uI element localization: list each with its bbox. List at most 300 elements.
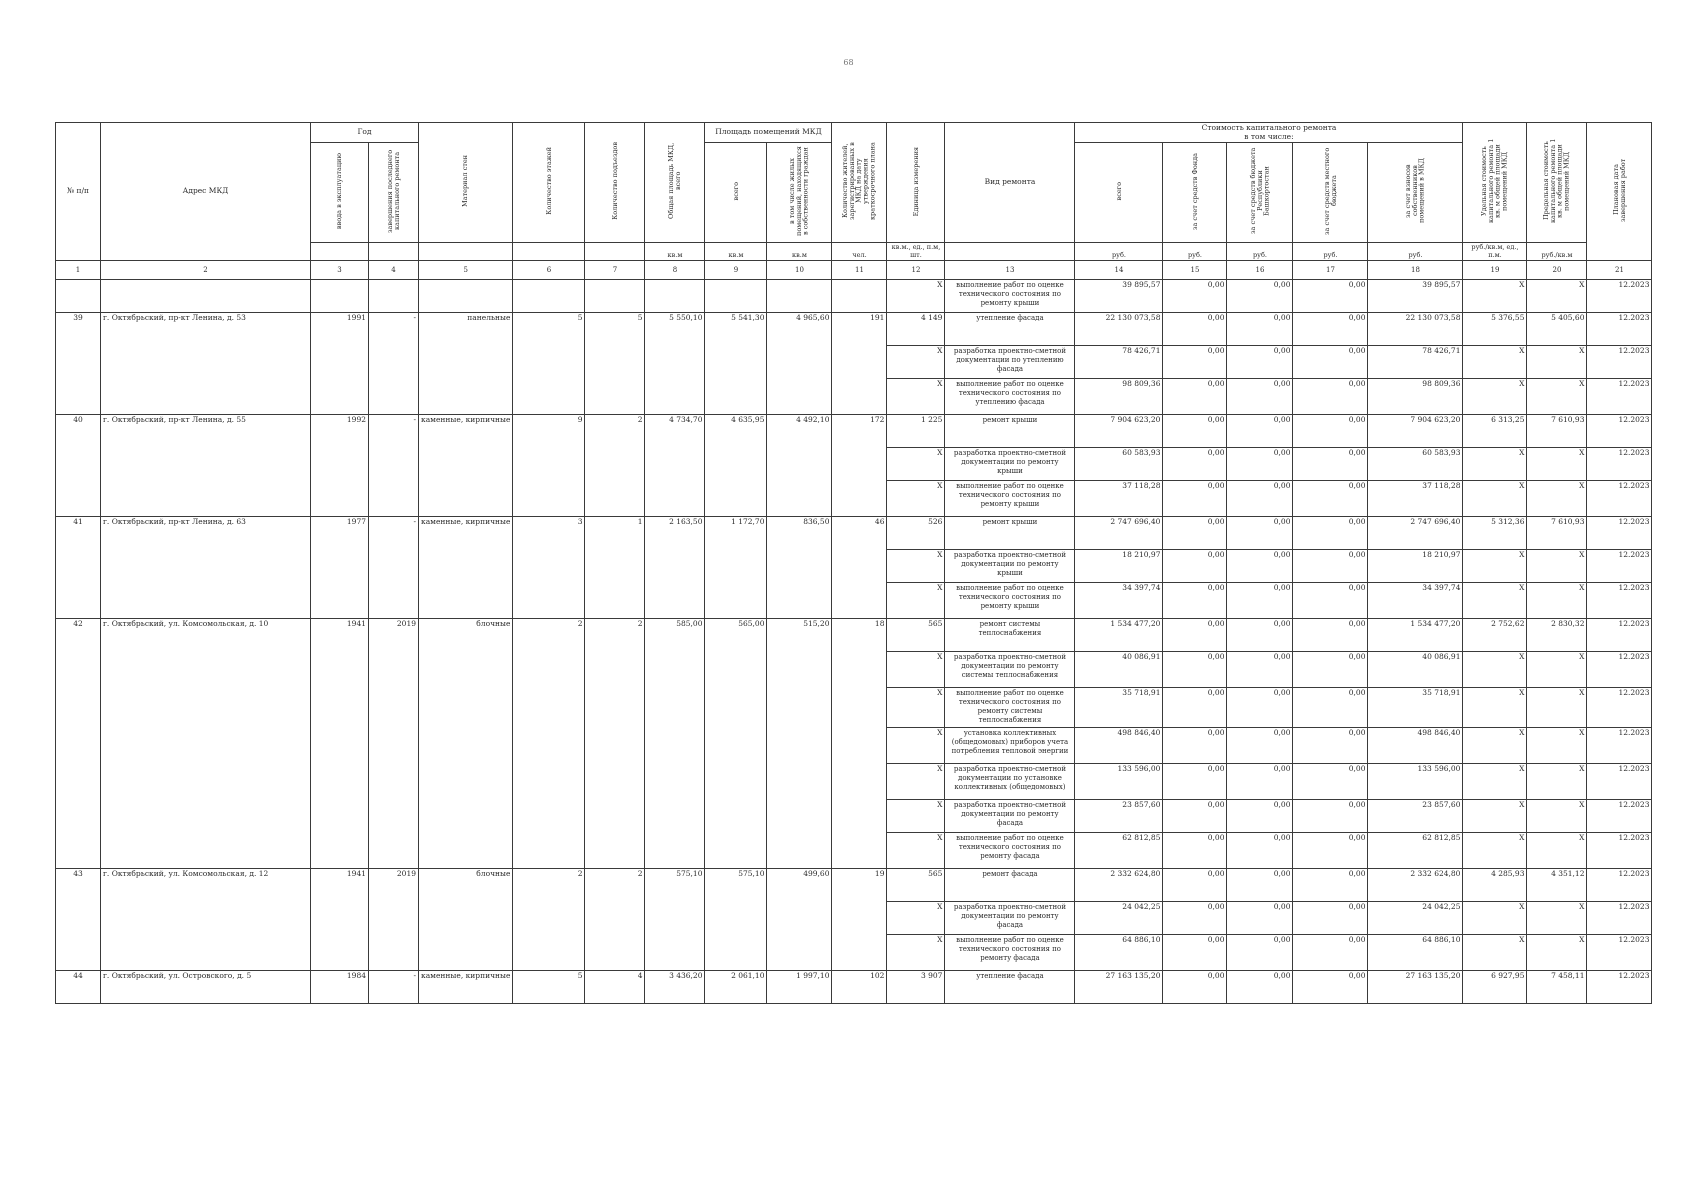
cost-local-cell: 0,00 [1293,901,1368,934]
cost-total-cell: 24 042,25 [1075,901,1163,934]
table-body [56,261,1652,1003]
max-cost-cell: 5 405,60 [1527,313,1587,346]
work-type-cell: разработка проектно-сметной документации по ремонту крыши [945,448,1075,481]
work-type-cell: выполнение работ по оценке технического состояния по ремонту фасада [945,934,1075,970]
cost-local-cell: 0,00 [1293,346,1368,379]
building-address: г. Октябрьский, ул. Островского, д. 5 [101,970,311,1003]
unit-cost-owners: руб. [1368,243,1463,261]
work-type-cell: ремонт фасада [945,868,1075,901]
unit-cost-local: руб. [1293,243,1368,261]
empty-cell [705,280,767,313]
column-number: 18 [1368,261,1463,280]
max-cost-cell: 7 610,93 [1527,415,1587,448]
cost-total-cell: 62 812,85 [1075,832,1163,868]
cost-fund-cell: 0,00 [1163,583,1227,619]
column-number: 6 [513,261,585,280]
header-work-type: Вид ремонта [945,123,1075,243]
building-residents: 46 [832,517,887,619]
unit-cell [945,243,1075,261]
cost-regional-cell: 0,00 [1227,901,1293,934]
building-entrances: 2 [585,868,645,970]
max-cost-cell: X [1527,481,1587,517]
work-volume-cell: X [887,934,945,970]
work-volume-cell: 565 [887,619,945,652]
deadline-cell: 12.2023 [1587,550,1652,583]
header-year-commission: ввода в эксплуатацию [311,143,369,243]
work-type-cell: выполнение работ по оценке технического состояния по ремонту крыши [945,583,1075,619]
cost-local-cell: 0,00 [1293,652,1368,688]
cost-total-cell: 133 596,00 [1075,763,1163,799]
unit-cost-cell: 2 752,62 [1463,619,1527,652]
building-area: 575,10 [645,868,705,970]
max-cost-cell: 2 830,32 [1527,619,1587,652]
work-type-cell: выполнение работ по оценке технического состояния по утеплению фасада [945,379,1075,415]
unit-residents: чел. [832,243,887,261]
max-cost-cell: X [1527,727,1587,763]
building-area: 5 550,10 [645,313,705,415]
column-number: 9 [705,261,767,280]
unit-cost-cell: 6 313,25 [1463,415,1527,448]
empty-cell [419,280,513,313]
cost-regional-cell: 0,00 [1227,934,1293,970]
unit-cost-cell: X [1463,550,1527,583]
deadline-cell: 12.2023 [1587,727,1652,763]
column-number: 16 [1227,261,1293,280]
column-number: 10 [767,261,832,280]
building-material: блочные [419,619,513,868]
page-number: 68 [843,58,854,67]
unit-premises-res: кв.м [767,243,832,261]
deadline-cell: 12.2023 [1587,652,1652,688]
deadline-cell: 12.2023 [1587,346,1652,379]
header-entrances: Количество подъездов [585,123,645,243]
building-last-repair: - [369,415,419,517]
cost-regional-cell: 0,00 [1227,517,1293,550]
deadline-cell: 12.2023 [1587,619,1652,652]
max-cost-cell: X [1527,583,1587,619]
deadline-cell: 12.2023 [1587,763,1652,799]
building-last-repair: 2019 [369,619,419,868]
unit-cell [369,243,419,261]
cost-fund-cell: 0,00 [1163,652,1227,688]
deadline-cell: 12.2023 [1587,868,1652,901]
building-num: 40 [56,415,101,517]
work-volume-cell: 4 149 [887,313,945,346]
deadline-cell: 12.2023 [1587,280,1652,313]
unit-cell [513,243,585,261]
header-cost-owners: за счет взносов собственников помещений в МКД [1368,143,1463,243]
deadline-cell: 12.2023 [1587,934,1652,970]
column-number: 5 [419,261,513,280]
work-volume-cell: X [887,799,945,832]
cost-local-cell: 0,00 [1293,280,1368,313]
cost-regional-cell: 0,00 [1227,280,1293,313]
building-premises-res: 515,20 [767,619,832,868]
cost-fund-cell: 0,00 [1163,763,1227,799]
table-row [56,517,1652,550]
max-cost-cell: X [1527,901,1587,934]
max-cost-cell: X [1527,832,1587,868]
unit-premises-total: кв.м [705,243,767,261]
max-cost-cell: X [1527,763,1587,799]
cost-regional-cell: 0,00 [1227,868,1293,901]
work-volume-cell: X [887,832,945,868]
work-type-cell: разработка проектно-сметной документации по утеплению фасада [945,346,1075,379]
work-type-cell: утепление фасада [945,970,1075,1003]
deadline-cell: 12.2023 [1587,688,1652,727]
deadline-cell: 12.2023 [1587,379,1652,415]
empty-cell [311,280,369,313]
work-volume-cell: X [887,688,945,727]
building-premises-total: 5 541,30 [705,313,767,415]
cost-fund-cell: 0,00 [1163,517,1227,550]
max-cost-cell: X [1527,688,1587,727]
deadline-cell: 12.2023 [1587,517,1652,550]
empty-cell [585,280,645,313]
work-type-cell: разработка проектно-сметной документации по ремонту фасада [945,799,1075,832]
header-cost-regional: за счет средств бюджета Республики Башкортостан [1227,143,1293,243]
building-premises-res: 1 997,10 [767,970,832,1003]
unit-cost-cell: X [1463,901,1527,934]
deadline-cell: 12.2023 [1587,970,1652,1003]
cost-regional-cell: 0,00 [1227,550,1293,583]
empty-cell [101,280,311,313]
header-unit-cost: Удельная стоимость капитального ремонта 1 кв. м общей площади помещений МКД [1463,123,1527,243]
cost-local-cell: 0,00 [1293,517,1368,550]
empty-cell [832,280,887,313]
cost-fund-cell: 0,00 [1163,313,1227,346]
building-floors: 5 [513,970,585,1003]
building-floors: 2 [513,619,585,868]
unit-cost-total: руб. [1075,243,1163,261]
cost-owners-cell: 34 397,74 [1368,583,1463,619]
work-type-cell: установка коллективных (общедомовых) приборов учета потребления тепловой энергии [945,727,1075,763]
cost-owners-cell: 23 857,60 [1368,799,1463,832]
cost-owners-cell: 498 846,40 [1368,727,1463,763]
cost-local-cell: 0,00 [1293,415,1368,448]
cost-local-cell: 0,00 [1293,481,1368,517]
cost-regional-cell: 0,00 [1227,832,1293,868]
empty-cell [369,280,419,313]
cost-local-cell: 0,00 [1293,727,1368,763]
building-entrances: 5 [585,313,645,415]
work-type-cell: выполнение работ по оценке технического состояния по ремонту крыши [945,481,1075,517]
building-entrances: 2 [585,415,645,517]
unit-cost-fund: руб. [1163,243,1227,261]
work-type-cell: ремонт крыши [945,415,1075,448]
cost-total-cell: 22 130 073,58 [1075,313,1163,346]
cost-owners-cell: 60 583,93 [1368,448,1463,481]
building-residents: 172 [832,415,887,517]
cost-fund-cell: 0,00 [1163,346,1227,379]
cost-local-cell: 0,00 [1293,934,1368,970]
column-number: 2 [101,261,311,280]
cost-regional-cell: 0,00 [1227,799,1293,832]
repair-register-sheet [55,122,1652,1004]
cost-local-cell: 0,00 [1293,583,1368,619]
cost-fund-cell: 0,00 [1163,550,1227,583]
work-type-cell: выполнение работ по оценке технического состояния по ремонту крыши [945,280,1075,313]
unit-cost-cell: X [1463,727,1527,763]
header-year-group: Год [311,123,419,143]
work-volume-cell: 565 [887,868,945,901]
work-type-cell: ремонт крыши [945,517,1075,550]
unit-cost-cell: X [1463,763,1527,799]
cost-total-cell: 23 857,60 [1075,799,1163,832]
building-residents: 102 [832,970,887,1003]
work-volume-cell: X [887,448,945,481]
cost-total-cell: 27 163 135,20 [1075,970,1163,1003]
work-type-cell: утепление фасада [945,313,1075,346]
cost-owners-cell: 24 042,25 [1368,901,1463,934]
unit-cell [419,243,513,261]
unit-cost-cell: X [1463,688,1527,727]
deadline-cell: 12.2023 [1587,481,1652,517]
max-cost-cell: 7 610,93 [1527,517,1587,550]
unit-cost-cell: X [1463,934,1527,970]
cost-total-cell: 39 895,57 [1075,280,1163,313]
table-row [56,619,1652,652]
cost-fund-cell: 0,00 [1163,415,1227,448]
column-number: 14 [1075,261,1163,280]
building-premises-res: 499,60 [767,868,832,970]
building-address: г. Октябрьский, пр-кт Ленина, д. 55 [101,415,311,517]
unit-cost-cell: 6 927,95 [1463,970,1527,1003]
header-residents: Количество жителей, зарегистрированных в МКД на дату утверждения краткосрочного плана [832,123,887,243]
column-number: 8 [645,261,705,280]
building-material: каменные, кирпичные [419,517,513,619]
building-num: 43 [56,868,101,970]
cost-fund-cell: 0,00 [1163,619,1227,652]
cost-regional-cell: 0,00 [1227,481,1293,517]
table-header [56,123,1652,261]
header-premises-total: всего [705,143,767,243]
building-material: каменные, кирпичные [419,970,513,1003]
column-number: 21 [1587,261,1652,280]
deadline-cell: 12.2023 [1587,448,1652,481]
header-wall-material: Материал стен [419,123,513,243]
building-address: г. Октябрьский, пр-кт Ленина, д. 63 [101,517,311,619]
cost-regional-cell: 0,00 [1227,313,1293,346]
table-row [56,970,1652,1003]
building-material: каменные, кирпичные [419,415,513,517]
work-volume-cell: 1 225 [887,415,945,448]
cost-regional-cell: 0,00 [1227,379,1293,415]
cost-fund-cell: 0,00 [1163,799,1227,832]
max-cost-cell: X [1527,652,1587,688]
building-last-repair: - [369,313,419,415]
unit-max-cost: руб./кв.м [1527,243,1587,261]
cost-local-cell: 0,00 [1293,868,1368,901]
max-cost-cell: X [1527,799,1587,832]
column-numbers-row [56,261,1652,280]
table-row [56,415,1652,448]
column-number: 12 [887,261,945,280]
table-row [56,868,1652,901]
repair-register-table [55,122,1652,1004]
header-cost-local: за счет средств местного бюджета [1293,143,1368,243]
cost-owners-cell: 62 812,85 [1368,832,1463,868]
cost-local-cell: 0,00 [1293,313,1368,346]
building-num: 44 [56,970,101,1003]
building-residents: 18 [832,619,887,868]
cost-local-cell: 0,00 [1293,799,1368,832]
unit-cost-cell: X [1463,832,1527,868]
cost-total-cell: 1 534 477,20 [1075,619,1163,652]
max-cost-cell: X [1527,280,1587,313]
building-area: 2 163,50 [645,517,705,619]
unit-cost-cell: X [1463,346,1527,379]
cost-total-cell: 34 397,74 [1075,583,1163,619]
deadline-cell: 12.2023 [1587,901,1652,934]
building-premises-res: 836,50 [767,517,832,619]
cost-owners-cell: 39 895,57 [1368,280,1463,313]
table-row [56,313,1652,346]
building-premises-res: 4 492,10 [767,415,832,517]
header-work-volume: Единица измерения [887,123,945,243]
building-year: 1941 [311,868,369,970]
building-year: 1941 [311,619,369,868]
cost-owners-cell: 22 130 073,58 [1368,313,1463,346]
cost-local-cell: 0,00 [1293,688,1368,727]
cost-total-cell: 60 583,93 [1075,448,1163,481]
max-cost-cell: 4 351,12 [1527,868,1587,901]
cost-owners-cell: 78 426,71 [1368,346,1463,379]
building-area: 3 436,20 [645,970,705,1003]
work-volume-cell: X [887,550,945,583]
deadline-cell: 12.2023 [1587,415,1652,448]
max-cost-cell: X [1527,346,1587,379]
column-number: 11 [832,261,887,280]
cost-local-cell: 0,00 [1293,763,1368,799]
cost-regional-cell: 0,00 [1227,415,1293,448]
building-premises-total: 2 061,10 [705,970,767,1003]
work-volume-cell: X [887,346,945,379]
work-volume-cell: X [887,583,945,619]
cost-local-cell: 0,00 [1293,619,1368,652]
unit-cost-cell: X [1463,280,1527,313]
unit-cost-regional: руб. [1227,243,1293,261]
building-residents: 191 [832,313,887,415]
cost-fund-cell: 0,00 [1163,901,1227,934]
cost-owners-cell: 18 210,97 [1368,550,1463,583]
cost-total-cell: 2 332 624,80 [1075,868,1163,901]
column-number: 13 [945,261,1075,280]
work-volume-cell: X [887,652,945,688]
unit-cost-cell: X [1463,799,1527,832]
cost-owners-cell: 37 118,28 [1368,481,1463,517]
cost-owners-cell: 7 904 623,20 [1368,415,1463,448]
cost-regional-cell: 0,00 [1227,619,1293,652]
deadline-cell: 12.2023 [1587,832,1652,868]
header-max-cost: Предельная стоимость капитального ремонта 1 кв. м общей площади помещений МКД [1527,123,1587,243]
building-premises-total: 575,10 [705,868,767,970]
work-type-cell: разработка проектно-сметной документации по ремонту системы теплоснабжения [945,652,1075,688]
building-num: 39 [56,313,101,415]
work-volume-cell: 526 [887,517,945,550]
cost-local-cell: 0,00 [1293,970,1368,1003]
cost-local-cell: 0,00 [1293,832,1368,868]
header-cost-total: всего [1075,143,1163,243]
cost-total-cell: 40 086,91 [1075,652,1163,688]
work-volume-cell: X [887,481,945,517]
work-volume-cell: X [887,901,945,934]
header-premises-group: Площадь помещений МКД [705,123,832,143]
column-number: 20 [1527,261,1587,280]
cost-total-cell: 2 747 696,40 [1075,517,1163,550]
column-number: 15 [1163,261,1227,280]
deadline-cell: 12.2023 [1587,313,1652,346]
unit-unit-cost: руб./кв.м, ед., п.м. [1463,243,1527,261]
building-year: 1977 [311,517,369,619]
cost-total-cell: 37 118,28 [1075,481,1163,517]
header-total-area: Общая площадь МКД, всего [645,123,705,243]
unit-cost-cell: 5 312,36 [1463,517,1527,550]
building-address: г. Октябрьский, ул. Комсомольская, д. 10 [101,619,311,868]
building-num: 41 [56,517,101,619]
cost-fund-cell: 0,00 [1163,727,1227,763]
building-entrances: 4 [585,970,645,1003]
cost-owners-cell: 133 596,00 [1368,763,1463,799]
building-address: г. Октябрьский, ул. Комсомольская, д. 12 [101,868,311,970]
cost-regional-cell: 0,00 [1227,727,1293,763]
header-incl: в том числе: [1244,131,1294,141]
header-year-last-repair: завершения последнего капитального ремонта [369,143,419,243]
cost-owners-cell: 40 086,91 [1368,652,1463,688]
building-year: 1992 [311,415,369,517]
unit-cell [311,243,369,261]
building-year: 1991 [311,313,369,415]
max-cost-cell: X [1527,550,1587,583]
work-type-cell: разработка проектно-сметной документации по ремонту фасада [945,901,1075,934]
empty-cell [645,280,705,313]
building-last-repair: - [369,970,419,1003]
cost-regional-cell: 0,00 [1227,970,1293,1003]
unit-volume: кв.м., ед., п.м, шт. [887,243,945,261]
header-deadline: Плановая дата завершения работ [1587,123,1652,261]
building-entrances: 1 [585,517,645,619]
cost-owners-cell: 2 747 696,40 [1368,517,1463,550]
header-cost-fund: за счет средств Фонда [1163,143,1227,243]
work-volume-cell: X [887,280,945,313]
cost-total-cell: 18 210,97 [1075,550,1163,583]
unit-cost-cell: X [1463,481,1527,517]
cost-fund-cell: 0,00 [1163,481,1227,517]
cost-total-cell: 78 426,71 [1075,346,1163,379]
building-area: 585,00 [645,619,705,868]
work-type-cell: разработка проектно-сметной документации по ремонту крыши [945,550,1075,583]
building-floors: 2 [513,868,585,970]
building-floors: 5 [513,313,585,415]
max-cost-cell: X [1527,934,1587,970]
cost-regional-cell: 0,00 [1227,652,1293,688]
cost-fund-cell: 0,00 [1163,688,1227,727]
unit-cost-cell: 5 376,55 [1463,313,1527,346]
column-number: 17 [1293,261,1368,280]
building-residents: 19 [832,868,887,970]
empty-cell [767,280,832,313]
unit-cost-cell: X [1463,652,1527,688]
column-number: 4 [369,261,419,280]
building-entrances: 2 [585,619,645,868]
building-address: г. Октябрьский, пр-кт Ленина, д. 53 [101,313,311,415]
building-material: панельные [419,313,513,415]
cost-local-cell: 0,00 [1293,379,1368,415]
cost-regional-cell: 0,00 [1227,583,1293,619]
work-type-cell: разработка проектно-сметной документации по установке коллективных (общедомовых) [945,763,1075,799]
cost-total-cell: 98 809,36 [1075,379,1163,415]
deadline-cell: 12.2023 [1587,799,1652,832]
